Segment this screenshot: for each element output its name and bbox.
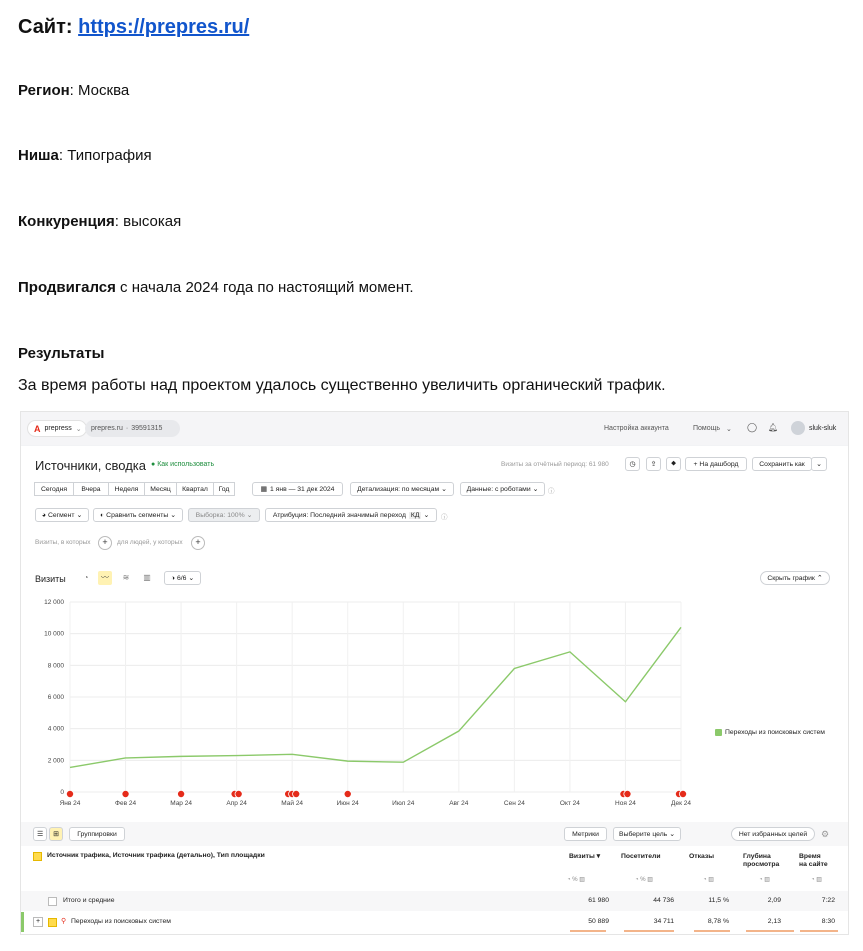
time-view-icons[interactable]: ◔ ▥ <box>811 877 822 883</box>
counter-id: 39591315 <box>131 425 163 432</box>
x-tick-label: Май 24 <box>281 800 304 807</box>
column-time-label-2: на сайте <box>799 861 828 868</box>
total-label: Итого и средние <box>63 897 115 904</box>
promotion-value: с начала 2024 года по настоящий момент. <box>115 279 414 296</box>
results-text: За время работы над проектом удалось существенно увеличить органический трафик. <box>18 377 666 394</box>
user-name[interactable]: sluk-sluk <box>809 425 837 432</box>
attribution-select[interactable] <box>265 508 437 522</box>
period-tabs <box>35 482 235 496</box>
x-tick-label: Апр 24 <box>226 800 247 807</box>
total-time: 7:22 <box>821 897 835 904</box>
api-icon: ⬥ <box>671 460 676 467</box>
chevron-down-icon: ⌄ <box>816 461 822 468</box>
bar-chart-icon[interactable]: ▥ <box>143 573 151 582</box>
competition-label: Конкуренция <box>18 213 115 230</box>
annotation-marker <box>177 790 184 797</box>
chevron-down-icon: ⌄ <box>188 575 195 582</box>
column-visitors[interactable]: Посетители <box>621 853 661 860</box>
add-visit-filter-button[interactable]: + <box>98 536 112 550</box>
chevron-down-icon: ⌄ <box>76 512 83 519</box>
row-visitors: 34 711 <box>653 918 674 925</box>
attribution-label: Атрибуция: Последний значимый переход <box>272 511 406 519</box>
choose-goal-select[interactable] <box>613 827 681 841</box>
x-tick-label: Июн 24 <box>336 800 359 807</box>
depth-view-icons[interactable]: ◔ ▥ <box>759 877 770 883</box>
help-link[interactable]: Помощь <box>693 425 721 432</box>
row-label[interactable]: Переходы из поисковых систем <box>71 918 171 925</box>
column-visits[interactable] <box>569 853 600 861</box>
y-tick-label: 4 000 <box>47 725 64 733</box>
tab-period-3[interactable]: Месяц <box>144 482 177 496</box>
chevron-up-icon: ⌃ <box>816 575 823 582</box>
brand-name: prepress <box>44 425 72 432</box>
series-select[interactable] <box>164 571 201 585</box>
list-view-icon[interactable]: ☰ <box>33 827 47 841</box>
visits-period: Визиты за отчётный период: 61 980 <box>501 461 609 468</box>
calendar-icon: ▦ <box>260 486 267 493</box>
visits-view-icons[interactable]: ◔ % ▥ <box>567 877 585 883</box>
competition-value: : высокая <box>114 213 182 230</box>
competition-line <box>18 213 181 230</box>
tab-period-1[interactable]: Вчера <box>73 482 109 496</box>
x-tick-label: Янв 24 <box>59 800 81 807</box>
region-value: : Москва <box>69 82 130 99</box>
niche-value: : Типография <box>58 147 152 164</box>
chevron-down-icon: ⌄ <box>532 486 539 493</box>
chart-legend[interactable] <box>715 729 825 736</box>
hide-chart-label: Скрыть график <box>767 574 815 582</box>
visitors-share-bar <box>624 930 674 932</box>
visits-line-chart <box>21 596 848 816</box>
people-filter-label: для людей, у которых <box>117 539 183 546</box>
compare-label: Сравнить сегменты <box>106 511 169 519</box>
add-to-dashboard-button[interactable]: + На дашборд <box>685 457 747 471</box>
total-visits: 61 980 <box>588 897 609 904</box>
hide-chart-button[interactable] <box>760 571 830 585</box>
niche-label: Ниша <box>18 147 59 164</box>
info-icon: ● <box>151 461 156 468</box>
visits-filter-label: Визиты, в которых <box>35 539 91 546</box>
detail-label: Детализация: по месяцам <box>357 485 440 493</box>
help-circle-icon[interactable]: ⓘ <box>441 514 448 521</box>
x-tick-label: Сен 24 <box>503 800 525 807</box>
chevron-down-icon: ⌄ <box>75 425 82 433</box>
chevron-down-icon: ⌄ <box>246 512 253 519</box>
api-button[interactable] <box>666 457 681 471</box>
x-tick-label: Июл 24 <box>392 800 415 807</box>
promotion-label: Продвигался <box>18 279 116 296</box>
report-panel <box>21 446 848 934</box>
choose-goal-label: Выберите цель <box>619 830 668 838</box>
row-time: 8:30 <box>821 918 835 925</box>
column-depth-label-2: просмотра <box>743 861 780 868</box>
attribution-badge: КД <box>410 511 420 519</box>
y-tick-label: 8 000 <box>47 662 64 670</box>
page-title: Источники, сводка <box>35 458 146 473</box>
annotation-marker <box>66 790 73 797</box>
save-menu-button[interactable] <box>811 457 827 471</box>
compare-segments-button[interactable] <box>93 508 183 522</box>
tab-period-0[interactable]: Сегодня <box>34 482 74 496</box>
chevron-down-icon: ⌄ <box>423 512 430 519</box>
how-to-use-link[interactable] <box>151 461 214 468</box>
y-tick-label: 12 000 <box>44 599 64 606</box>
bounce-share-bar <box>694 930 730 932</box>
y-tick-label: 6 000 <box>47 694 64 701</box>
clock-icon: ◷ <box>629 461 636 468</box>
total-bounce: 11,5 % <box>708 897 729 904</box>
region-label: Регион <box>18 82 70 99</box>
total-visitors: 44 736 <box>653 897 674 904</box>
x-tick-label: Ноя 24 <box>615 800 636 807</box>
column-bounce[interactable]: Отказы <box>689 853 715 860</box>
export-button[interactable] <box>646 457 661 471</box>
niche-line <box>18 147 152 164</box>
chevron-down-icon: ⌄ <box>726 426 732 433</box>
annotation-marker <box>122 790 129 797</box>
tab-period-4[interactable]: Квартал <box>176 482 214 496</box>
search-icon: ⚲ <box>61 918 66 925</box>
table-row-total <box>21 891 848 911</box>
x-tick-label: Мар 24 <box>170 800 192 807</box>
site-line <box>18 16 249 39</box>
y-tick-label: 0 <box>60 789 64 796</box>
x-tick-label: Дек 24 <box>671 800 691 807</box>
brand-selector[interactable] <box>27 420 87 437</box>
y-tick-label: 10 000 <box>44 630 64 638</box>
row-visits: 50 889 <box>588 918 609 925</box>
data-select[interactable] <box>460 482 545 496</box>
date-range-label: 1 янв — 31 дек 2024 <box>269 485 335 493</box>
table-header <box>21 846 848 892</box>
sample-label: Выборка: 100% <box>195 511 245 519</box>
site-label: Сайт: <box>18 16 73 38</box>
chevron-down-icon: ⌄ <box>170 512 176 519</box>
table-row[interactable] <box>21 912 848 932</box>
avatar[interactable] <box>791 421 805 435</box>
favorite-goals-button[interactable]: Нет избранных целей <box>731 827 815 841</box>
help-circle-icon[interactable]: ⓘ <box>548 488 555 495</box>
detail-select[interactable] <box>350 482 454 496</box>
line-chart-icon[interactable]: 〰 <box>98 571 112 585</box>
chat-icon[interactable]: ◯ <box>747 422 758 432</box>
segment-label: Сегмент <box>47 511 75 519</box>
chevron-down-icon: ⌄ <box>669 831 675 838</box>
segment-icon: ◕ <box>41 511 46 519</box>
sample-select[interactable] <box>188 508 260 522</box>
annotation-marker <box>679 790 686 797</box>
tab-period-5[interactable]: Год <box>213 482 235 496</box>
region-line <box>18 82 129 99</box>
x-tick-label: Авг 24 <box>449 800 469 807</box>
results-heading: Результаты <box>18 345 105 362</box>
depth-share-bar <box>746 930 794 932</box>
total-depth: 2,09 <box>767 897 781 904</box>
legend-checkbox[interactable] <box>715 729 722 736</box>
counter-selector[interactable]: prepres.ru · 39591315 <box>85 420 180 437</box>
column-depth-label-1: Глубина <box>743 853 771 860</box>
counter-site: prepres.ru <box>91 425 123 432</box>
sort-desc-icon: ▾ <box>596 853 601 860</box>
row-bounce: 8,78 % <box>707 918 729 925</box>
metrica-topbar <box>21 412 848 445</box>
annotation-marker <box>344 790 351 797</box>
compare-icon: ◐ <box>100 511 105 519</box>
chart-metric-label: Визиты <box>35 574 66 584</box>
metrics-button[interactable]: Метрики <box>564 827 607 841</box>
column-time-label-1: Время <box>799 853 821 860</box>
column-depth[interactable] <box>743 853 779 869</box>
tab-period-2[interactable]: Неделя <box>108 482 145 496</box>
dimensions-header[interactable]: Источник трафика, Источник трафика (детально), Тип площадки <box>47 852 265 859</box>
y-tick-label: 2 000 <box>47 757 64 765</box>
save-as-button[interactable]: Сохранить как <box>752 457 812 471</box>
history-button[interactable] <box>625 457 640 471</box>
tree-view-icon[interactable]: ⊞ <box>49 827 63 841</box>
bounce-view-icons[interactable]: ◔ ▥ <box>703 877 714 883</box>
column-time[interactable] <box>799 853 828 869</box>
row-checkbox[interactable] <box>48 897 57 906</box>
x-tick-label: Фев 24 <box>115 800 137 807</box>
x-tick-label: Окт 24 <box>559 800 580 807</box>
bell-icon[interactable]: 🔔︎ <box>768 423 779 432</box>
chevron-down-icon: ⌄ <box>441 486 447 493</box>
annotation-marker <box>293 790 300 797</box>
annotation-marker <box>235 790 242 797</box>
visitors-view-icons[interactable]: ◔ % ▥ <box>635 877 653 883</box>
expand-row-icon[interactable]: + <box>33 917 43 927</box>
visits-share-bar <box>570 930 606 932</box>
data-label: Данные: с роботами <box>466 485 531 493</box>
how-to-use-label: Как использовать <box>157 461 215 468</box>
promotion-line <box>18 279 414 296</box>
row-checkbox[interactable] <box>48 918 57 927</box>
metrica-screenshot <box>20 411 849 935</box>
segment-button[interactable] <box>35 508 89 522</box>
area-chart-icon[interactable]: ≋ <box>122 573 130 582</box>
row-depth: 2,13 <box>767 918 781 925</box>
time-share-bar <box>800 930 838 932</box>
legend-series-label: Переходы из поисковых систем <box>725 729 825 736</box>
account-settings-link[interactable]: Настройка аккаунта <box>604 425 669 432</box>
date-range-button[interactable] <box>252 482 343 496</box>
pie-chart-icon[interactable]: ◔ <box>83 573 89 582</box>
select-all-checkbox[interactable] <box>33 852 42 861</box>
add-people-filter-button[interactable]: + <box>191 536 205 550</box>
share-icon: ⇪ <box>650 461 657 468</box>
series-icon: ◑ <box>170 574 175 582</box>
annotation-marker <box>624 790 631 797</box>
column-visits-label: Визиты <box>569 853 595 860</box>
yandex-logo-icon: A <box>34 423 41 434</box>
settings-gear-icon[interactable]: ⚙ <box>821 829 830 839</box>
series-count: 6/6 <box>176 574 187 582</box>
groupings-button[interactable]: Группировки <box>69 827 125 841</box>
site-link[interactable]: https://prepres.ru/ <box>78 16 250 38</box>
table-toolbar <box>21 822 848 846</box>
